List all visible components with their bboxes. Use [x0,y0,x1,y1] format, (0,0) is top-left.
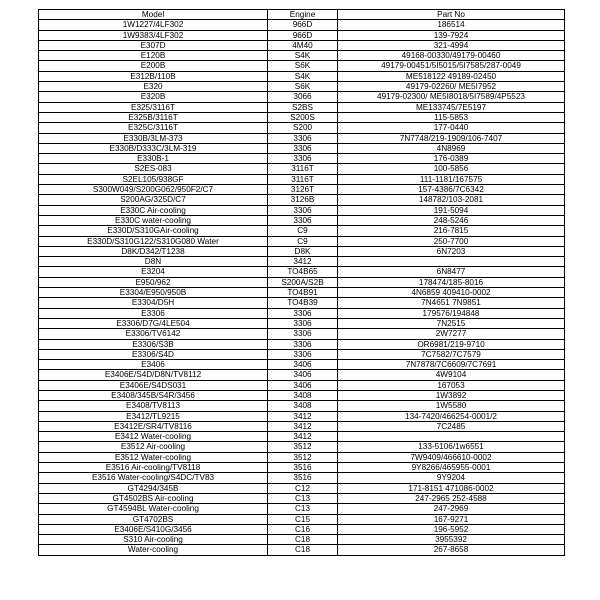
table-row [39,360,565,370]
part-no-cell [338,432,565,442]
table-row [39,195,565,205]
part-no-cell: 4N6859 409410-0002 [338,288,565,298]
engine-cell: S200 [268,123,338,133]
engine-cell: 3306 [268,143,338,153]
engine-cell: S2BS [268,102,338,112]
table-row [39,524,565,534]
model-cell: E3408/345B/S4R/3456 [39,390,268,400]
part-no-cell: 216-7815 [338,226,565,236]
part-no-cell: 134-7420/466254-0001/2 [338,411,565,421]
part-no-cell: 178474/185-8016 [338,277,565,287]
table-row [39,246,565,256]
table-row [39,349,565,359]
part-no-cell: 250-7700 [338,236,565,246]
model-cell: E325B/3116T [39,112,268,122]
part-no-cell: 100-5856 [338,164,565,174]
model-cell: E3516 Air-cooling/TV8118 [39,463,268,473]
model-cell: E950/962 [39,277,268,287]
model-cell: E200B [39,61,268,71]
table-row [39,318,565,328]
part-no-cell: 7C2485 [338,421,565,431]
engine-cell: 3516 [268,463,338,473]
model-cell: S2ES-083 [39,164,268,174]
part-no-cell: 1W3892 [338,390,565,400]
part-no-cell: 9Y8266/465955-0001 [338,463,565,473]
model-cell: E3512 Air-cooling [39,442,268,452]
model-cell: E3406 [39,360,268,370]
table-row [39,535,565,545]
model-cell: E330D/S310G122/S310G080 Water [39,236,268,246]
table-row [39,390,565,400]
table-row [39,123,565,133]
part-no-cell: 321-4994 [338,40,565,50]
table-row [39,185,565,195]
model-cell: D8K/D342/T1238 [39,246,268,256]
model-cell: GT4294/345B [39,483,268,493]
part-no-cell: 6N7203 [338,246,565,256]
model-cell: E325C/3116T [39,123,268,133]
model-cell: D8N [39,257,268,267]
table-row [39,473,565,483]
part-no-cell: 6N8477 [338,267,565,277]
part-no-cell: ME518122 49189-02450 [338,71,565,81]
table-row [39,267,565,277]
engine-cell: C18 [268,545,338,555]
table-row [39,174,565,184]
engine-cell: 3306 [268,349,338,359]
part-no-cell: 49179-00451/5I5015/5I7585/287-0049 [338,61,565,71]
table-row [39,308,565,318]
model-cell: Water-cooling [39,545,268,555]
part-no-cell: 176-0389 [338,154,565,164]
engine-cell: TO4B39 [268,298,338,308]
table-row [39,143,565,153]
table-row [39,514,565,524]
engine-cell: 3512 [268,452,338,462]
model-cell: GT4502BS Air-cooling [39,493,268,503]
table-header-row [39,10,565,20]
part-no-cell: 177-0440 [338,123,565,133]
model-cell: E3406E/S4D/D8N/TV8112 [39,370,268,380]
model-cell: 1W9383/4LF302 [39,30,268,40]
engine-cell: C9 [268,226,338,236]
table-row [39,452,565,462]
part-no-cell: 191-5094 [338,205,565,215]
column-header-part-no: Part No [338,10,565,20]
engine-cell: S4K [268,71,338,81]
model-cell: GT4594BL Water-cooling [39,504,268,514]
part-no-cell: 49168-00330/49179-00460 [338,51,565,61]
table-row [39,288,565,298]
model-cell: E3306/TV6142 [39,329,268,339]
model-cell: S2EL105/938GF [39,174,268,184]
model-cell: E3306 [39,308,268,318]
table-row [39,277,565,287]
engine-cell: S200A/S2B [268,277,338,287]
table-row [39,236,565,246]
engine-cell: S200S [268,112,338,122]
engine-cell: 3408 [268,390,338,400]
model-cell: E3408/TV8113 [39,401,268,411]
table-row [39,61,565,71]
table-row [39,205,565,215]
engine-cell: 3306 [268,154,338,164]
engine-cell: 3126B [268,195,338,205]
part-no-cell: 115-5853 [338,112,565,122]
part-no-cell: 7C7582/7C7579 [338,349,565,359]
engine-cell: 3116T [268,164,338,174]
table-row [39,92,565,102]
part-no-cell: 49179-02260/ ME5I7952 [338,82,565,92]
part-no-cell: 2W7277 [338,329,565,339]
table-row [39,483,565,493]
engine-cell: S6K [268,61,338,71]
engine-cell: C12 [268,483,338,493]
parts-sheet [38,9,564,556]
table-row [39,298,565,308]
model-cell: E120B [39,51,268,61]
model-cell: E320 [39,82,268,92]
part-no-cell: 4W9104 [338,370,565,380]
table-row [39,493,565,503]
table-row [39,463,565,473]
part-no-cell [338,257,565,267]
model-cell: E3406E/S410G/3456 [39,524,268,534]
model-cell: E320B [39,92,268,102]
part-no-cell: 1W5580 [338,401,565,411]
turbo-parts-table [38,9,565,556]
model-cell: E330D/S310GAir-cooling [39,226,268,236]
model-cell: E330B/D333C/3LM-319 [39,143,268,153]
engine-cell: 3306 [268,329,338,339]
table-row [39,504,565,514]
model-cell: E3412/TL9215 [39,411,268,421]
part-no-cell: 7N7748/219-1909/106-7407 [338,133,565,143]
engine-cell: 4M40 [268,40,338,50]
model-cell: E3516 Water-cooling/S4DC/TV83 [39,473,268,483]
table-row [39,442,565,452]
part-no-cell: 167053 [338,380,565,390]
engine-cell: 3412 [268,411,338,421]
model-cell: E330B/3LM-373 [39,133,268,143]
part-no-cell: 267-8658 [338,545,565,555]
engine-cell: 3066 [268,92,338,102]
engine-cell: 3306 [268,215,338,225]
engine-cell: C18 [268,535,338,545]
part-no-cell: 4N8969 [338,143,565,153]
model-cell: E3306/S3B [39,339,268,349]
engine-cell: C16 [268,524,338,534]
table-row [39,102,565,112]
model-cell: S300W049/S200G062/950F2/C7 [39,185,268,195]
engine-cell: 3406 [268,370,338,380]
engine-cell: C9 [268,236,338,246]
table-row [39,112,565,122]
engine-cell: 3126T [268,185,338,195]
table-row [39,411,565,421]
part-no-cell: 247-2969 [338,504,565,514]
model-cell: E3306/D7G/4LE504 [39,318,268,328]
model-cell: GT4702BS [39,514,268,524]
engine-cell: D8K [268,246,338,256]
table-row [39,329,565,339]
part-no-cell: 133-5106/1w6551 [338,442,565,452]
part-no-cell: OR6981/219-9710 [338,339,565,349]
model-cell: E325/3116T [39,102,268,112]
engine-cell: 3412 [268,432,338,442]
part-no-cell: 111-1181/167575 [338,174,565,184]
model-cell: E3204 [39,267,268,277]
model-cell: E330C water-cooling [39,215,268,225]
part-no-cell: 157-4386/7C6342 [338,185,565,195]
table-row [39,164,565,174]
model-cell: E3512 Water-cooling [39,452,268,462]
engine-cell: S4K [268,51,338,61]
model-cell: E330B-1 [39,154,268,164]
engine-cell: 3412 [268,421,338,431]
engine-cell: TO4B91 [268,288,338,298]
engine-cell: 3306 [268,133,338,143]
engine-cell: C13 [268,504,338,514]
engine-cell: 3516 [268,473,338,483]
table-row [39,71,565,81]
engine-cell: 3116T [268,174,338,184]
part-no-cell: 49179-02300/ ME5I8018/5I7589/4P5523 [338,92,565,102]
model-cell: E3412 Water-cooling [39,432,268,442]
engine-cell: 3412 [268,257,338,267]
engine-cell: 3406 [268,360,338,370]
table-row [39,257,565,267]
table-row [39,380,565,390]
part-no-cell: 167-9271 [338,514,565,524]
model-cell: E3412E/SR4/TV8116 [39,421,268,431]
engine-cell: 3306 [268,205,338,215]
part-no-cell: 7N2515 [338,318,565,328]
table-row [39,401,565,411]
engine-cell: 3408 [268,401,338,411]
table-row [39,51,565,61]
table-row [39,40,565,50]
column-header-model: Model [39,10,268,20]
table-row [39,215,565,225]
engine-cell: 3406 [268,380,338,390]
table-row [39,30,565,40]
part-no-cell: 139-7924 [338,30,565,40]
model-cell: E3306/S4D [39,349,268,359]
model-cell: E312B/110B [39,71,268,81]
model-cell: E3406E/S4DS031 [39,380,268,390]
model-cell: E3304/D5H [39,298,268,308]
table-row [39,133,565,143]
engine-cell: C15 [268,514,338,524]
table-row [39,370,565,380]
part-no-cell: 3955392 [338,535,565,545]
part-no-cell: 7N4651 7N9851 [338,298,565,308]
model-cell: E307D [39,40,268,50]
engine-cell: TO4B65 [268,267,338,277]
part-no-cell: 247-2965 252-4588 [338,493,565,503]
model-cell: 1W1227/4LF302 [39,20,268,30]
table-row [39,545,565,555]
table-row [39,82,565,92]
part-no-cell: 196-5952 [338,524,565,534]
model-cell: E330C Air-cooling [39,205,268,215]
part-no-cell: 148782/103-2081 [338,195,565,205]
part-no-cell: 7W9409/466610-0002 [338,452,565,462]
table-row [39,154,565,164]
part-no-cell: ME133745/7E5197 [338,102,565,112]
engine-cell: 966D [268,20,338,30]
engine-cell: 3512 [268,442,338,452]
table-row [39,432,565,442]
engine-cell: 3306 [268,308,338,318]
part-no-cell: 171-8151 471086-0002 [338,483,565,493]
table-row [39,20,565,30]
table-row [39,339,565,349]
column-header-engine: Engine [268,10,338,20]
engine-cell: 966D [268,30,338,40]
model-cell: S200AG/325D/C7 [39,195,268,205]
table-body [39,20,565,555]
part-no-cell: 179576/194848 [338,308,565,318]
part-no-cell: 7N7878/7C6609/7C7691 [338,360,565,370]
table-row [39,226,565,236]
model-cell: E3304/E950/950B [39,288,268,298]
table-row [39,421,565,431]
engine-cell: 3306 [268,339,338,349]
engine-cell: S6K [268,82,338,92]
model-cell: S310 Air-cooling [39,535,268,545]
part-no-cell: 248-5246 [338,215,565,225]
part-no-cell: 186514 [338,20,565,30]
engine-cell: C13 [268,493,338,503]
engine-cell: 3306 [268,318,338,328]
part-no-cell: 9Y9204 [338,473,565,483]
